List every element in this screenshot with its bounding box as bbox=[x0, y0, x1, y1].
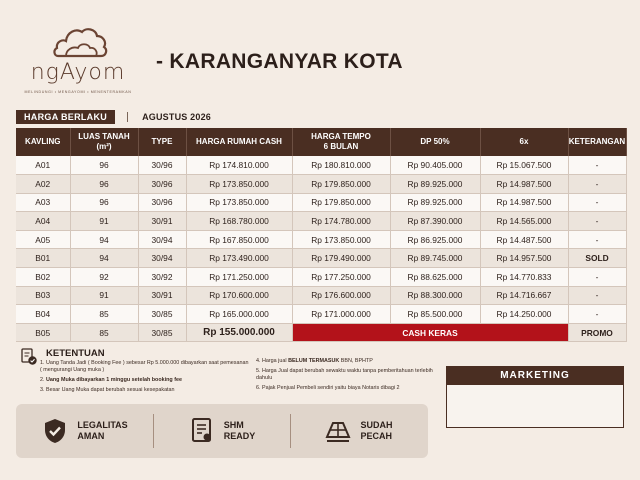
table-cell: Rp 174.780.000 bbox=[292, 212, 390, 231]
table-cell: Rp 179.850.000 bbox=[292, 175, 390, 194]
table-cell: Rp 87.390.000 bbox=[390, 212, 480, 231]
table-cell: 91 bbox=[70, 286, 138, 305]
table-cell: 30/94 bbox=[138, 230, 186, 249]
table-row bbox=[16, 212, 626, 231]
promo-row bbox=[16, 323, 626, 342]
table-cell: Rp 174.810.000 bbox=[186, 156, 292, 175]
table-cell: Rp 14.987.500 bbox=[480, 175, 568, 194]
brand-tagline: MELINDUNGI • MENGAYOMI • MENENTERAMKAN bbox=[24, 90, 132, 94]
price-period bbox=[16, 110, 211, 124]
table-cell: 30/96 bbox=[138, 156, 186, 175]
period-value: AGUSTUS 2026 bbox=[142, 112, 212, 122]
col-header: DP 50% bbox=[390, 128, 480, 156]
table-cell: B01 bbox=[16, 249, 70, 268]
terms-title: KETENTUAN bbox=[46, 348, 105, 359]
col-header: HARGA RUMAH CASH bbox=[186, 128, 292, 156]
table-header-row bbox=[16, 128, 626, 156]
term-item: 6. Pajak Penjual Pembeli sendiri yaitu biaya Notaris dibagi 2 bbox=[256, 385, 400, 391]
table-cell: 30/91 bbox=[138, 286, 186, 305]
table-cell: 30/91 bbox=[138, 212, 186, 231]
cloud-logo-icon bbox=[52, 26, 108, 60]
table-row bbox=[16, 249, 626, 268]
table-cell: - bbox=[568, 193, 626, 212]
terms-list-right bbox=[256, 358, 441, 395]
table-cell: Rp 165.000.000 bbox=[186, 305, 292, 324]
terms-section bbox=[16, 346, 436, 402]
table-cell: - bbox=[568, 286, 626, 305]
table-cell: Rp 167.850.000 bbox=[186, 230, 292, 249]
col-header: LUAS TANAH (m²) bbox=[70, 128, 138, 156]
table-cell: Rp 177.250.000 bbox=[292, 268, 390, 287]
table-cell: Rp 170.600.000 bbox=[186, 286, 292, 305]
status-sold: SOLD bbox=[568, 249, 626, 268]
table-cell: Rp 15.067.500 bbox=[480, 156, 568, 175]
table-cell: 96 bbox=[70, 156, 138, 175]
table-cell: Rp 173.850.000 bbox=[186, 193, 292, 212]
table-cell: Rp 14.716.667 bbox=[480, 286, 568, 305]
table-cell: 85 bbox=[70, 323, 138, 342]
table-cell: Rp 173.490.000 bbox=[186, 249, 292, 268]
table-cell: 96 bbox=[70, 193, 138, 212]
table-cell: Rp 168.780.000 bbox=[186, 212, 292, 231]
table-cell: Rp 171.250.000 bbox=[186, 268, 292, 287]
feature-label: SUDAH PECAH bbox=[360, 420, 393, 441]
price-table bbox=[16, 128, 627, 342]
table-cell: - bbox=[568, 212, 626, 231]
feature-legality bbox=[16, 404, 153, 458]
term-item: 4. Harga jual BELUM TERMASUK BBN, BPHTP bbox=[256, 358, 373, 364]
col-header: TYPE bbox=[138, 128, 186, 156]
table-cell: Rp 88.300.000 bbox=[390, 286, 480, 305]
table-cell: Rp 176.600.000 bbox=[292, 286, 390, 305]
table-cell: 92 bbox=[70, 268, 138, 287]
table-row bbox=[16, 305, 626, 324]
table-cell: Rp 171.000.000 bbox=[292, 305, 390, 324]
table-cell: B05 bbox=[16, 323, 70, 342]
table-cell: Rp 14.487.500 bbox=[480, 230, 568, 249]
region-title: - KARANGANYAR KOTA bbox=[156, 50, 403, 73]
table-cell: 30/94 bbox=[138, 249, 186, 268]
header bbox=[0, 0, 640, 108]
table-cell: Rp 173.850.000 bbox=[292, 230, 390, 249]
table-row bbox=[16, 286, 626, 305]
table-cell: 30/96 bbox=[138, 193, 186, 212]
table-cell: Rp 86.925.000 bbox=[390, 230, 480, 249]
table-row bbox=[16, 175, 626, 194]
promo-label: PROMO bbox=[568, 323, 626, 342]
table-row bbox=[16, 193, 626, 212]
table-cell: 30/85 bbox=[138, 323, 186, 342]
table-cell: Rp 14.957.500 bbox=[480, 249, 568, 268]
table-cell: 30/96 bbox=[138, 175, 186, 194]
col-header: KETERANGAN bbox=[568, 128, 626, 156]
term-item: 1. Uang Tanda Jadi ( Booking Fee ) sebesar Rp 5.000.000 dibayarkan saat pemesanan ( mengurangi Uang muka ) bbox=[40, 360, 249, 373]
table-cell: Rp 180.810.000 bbox=[292, 156, 390, 175]
table-cell: B02 bbox=[16, 268, 70, 287]
brand-name: ngAyom bbox=[30, 60, 126, 85]
marketing-title: MARKETING bbox=[447, 367, 623, 385]
table-cell: 94 bbox=[70, 249, 138, 268]
table-row bbox=[16, 156, 626, 175]
feature-label: SHM READY bbox=[223, 420, 256, 441]
term-item: 5. Harga Jual dapat berubah sewaktu waktu tanpa pemberitahuan terlebih dahulu bbox=[256, 368, 433, 381]
table-cell: Rp 88.625.000 bbox=[390, 268, 480, 287]
table-cell: 30/92 bbox=[138, 268, 186, 287]
table-cell: 96 bbox=[70, 175, 138, 194]
table-cell: Rp 14.565.000 bbox=[480, 212, 568, 231]
brand-logo bbox=[18, 26, 138, 104]
certificate-icon bbox=[188, 417, 216, 445]
col-header: HARGA TEMPO 6 BULAN bbox=[292, 128, 390, 156]
period-label: HARGA BERLAKU bbox=[16, 110, 115, 124]
col-header: KAVLING bbox=[16, 128, 70, 156]
cash-only-badge: CASH KERAS bbox=[292, 323, 568, 342]
table-cell: Rp 85.500.000 bbox=[390, 305, 480, 324]
table-cell: A04 bbox=[16, 212, 70, 231]
feature-shm bbox=[153, 404, 290, 458]
terms-list-left bbox=[40, 360, 250, 397]
table-cell: - bbox=[568, 175, 626, 194]
land-plot-icon bbox=[324, 417, 352, 445]
document-check-icon bbox=[20, 348, 38, 366]
table-row bbox=[16, 230, 626, 249]
table-cell: Rp 89.745.000 bbox=[390, 249, 480, 268]
term-item: 2. Uang Muka dibayarkan 1 minggu setelah booking fee bbox=[40, 377, 182, 383]
table-cell: A03 bbox=[16, 193, 70, 212]
marketing-box bbox=[446, 366, 624, 428]
table-cell: Rp 89.925.000 bbox=[390, 175, 480, 194]
table-cell: 30/85 bbox=[138, 305, 186, 324]
table-cell: - bbox=[568, 230, 626, 249]
col-header: 6x bbox=[480, 128, 568, 156]
table-cell: A01 bbox=[16, 156, 70, 175]
table-cell: Rp 90.405.000 bbox=[390, 156, 480, 175]
feature-land-split bbox=[290, 404, 427, 458]
table-cell: B03 bbox=[16, 286, 70, 305]
table-cell: Rp 179.490.000 bbox=[292, 249, 390, 268]
features-bar bbox=[16, 404, 428, 458]
table-cell: - bbox=[568, 156, 626, 175]
table-cell: Rp 89.925.000 bbox=[390, 193, 480, 212]
table-cell: - bbox=[568, 305, 626, 324]
table-cell: 91 bbox=[70, 212, 138, 231]
shield-check-icon bbox=[41, 417, 69, 445]
table-cell: - bbox=[568, 268, 626, 287]
table-cell: Rp 14.250.000 bbox=[480, 305, 568, 324]
table-cell: Rp 14.770.833 bbox=[480, 268, 568, 287]
table-cell: Rp 173.850.000 bbox=[186, 175, 292, 194]
table-cell: 85 bbox=[70, 305, 138, 324]
table-cell: 94 bbox=[70, 230, 138, 249]
feature-label: LEGALITAS AMAN bbox=[77, 420, 128, 441]
table-cell: Rp 179.850.000 bbox=[292, 193, 390, 212]
table-cell: A02 bbox=[16, 175, 70, 194]
promo-price: Rp 155.000.000 bbox=[186, 323, 292, 342]
table-cell: A05 bbox=[16, 230, 70, 249]
table-cell: Rp 14.987.500 bbox=[480, 193, 568, 212]
table-row bbox=[16, 268, 626, 287]
table-cell: B04 bbox=[16, 305, 70, 324]
term-item: 3. Besar Uang Muka dapat berubah sesuai kesepakatan bbox=[40, 387, 175, 393]
